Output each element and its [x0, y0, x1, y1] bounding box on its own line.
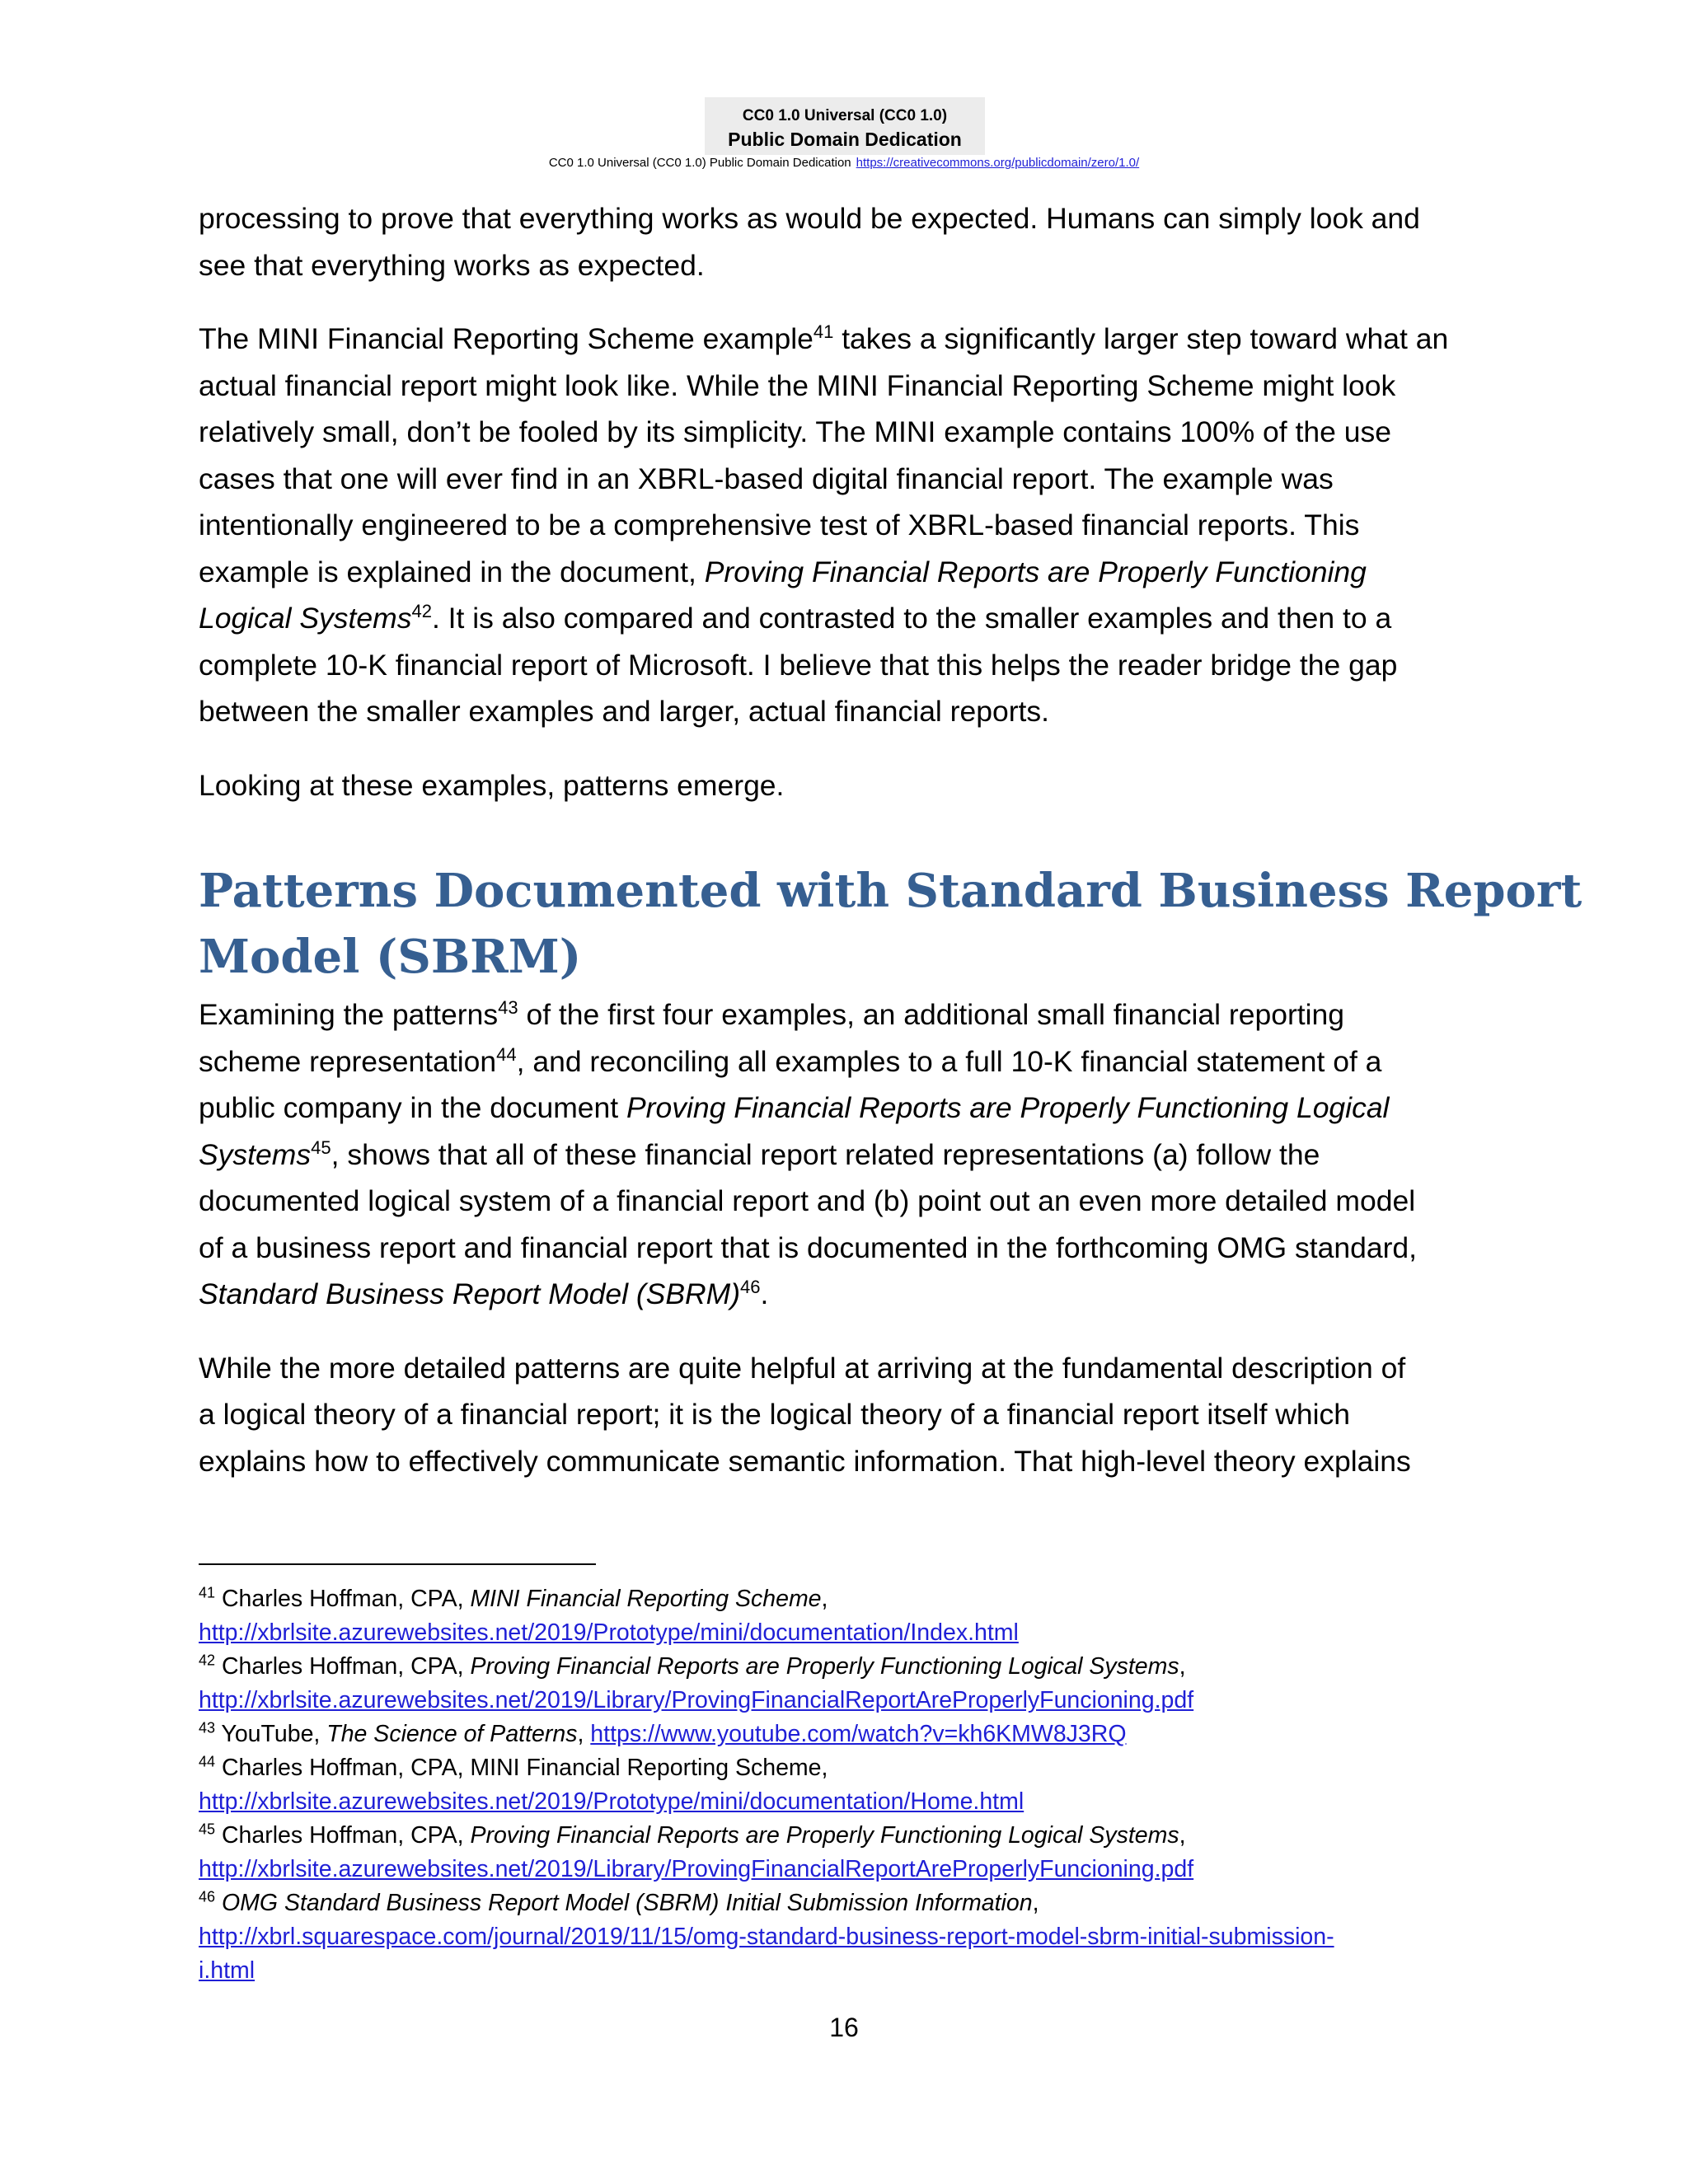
- paragraph-2: [199, 316, 1501, 735]
- text-line: [199, 595, 1501, 642]
- footnote-text: ,: [821, 1586, 828, 1612]
- text-segment: of the first four examples, an additional small financial reporting: [518, 998, 1345, 1031]
- footnote-text: Charles Hoffman, CPA,: [215, 1822, 471, 1849]
- footnote-text: ,: [577, 1721, 591, 1747]
- text-line: a logical theory of a financial report; it is the logical theory of a financial report itself which: [199, 1398, 1351, 1431]
- footnote-44: [199, 1751, 1517, 1819]
- footnote-number: 42: [199, 1652, 216, 1669]
- text-line: actual financial report might look like. While the MINI Financial Reporting Scheme might look: [199, 368, 1396, 402]
- footnote-text: ,: [1032, 1890, 1039, 1916]
- footnote-text: Charles Hoffman, CPA, MINI Financial Reporting Scheme,: [215, 1755, 828, 1781]
- text-segment: public company in the document: [199, 1091, 626, 1124]
- footnote-link[interactable]: http://xbrlsite.azurewebsites.net/2019/Library/ProvingFinancialReportAreProperlyFuncioning.pdf: [199, 1856, 1194, 1882]
- footnote-separator: [199, 1563, 596, 1565]
- text-segment: Examining the patterns: [199, 998, 499, 1031]
- text-segment: scheme representation: [199, 1044, 497, 1078]
- footnote-number: 43: [199, 1719, 216, 1736]
- main-content: [199, 195, 1582, 1511]
- footnote-ref-46[interactable]: 46: [740, 1277, 761, 1298]
- footnote-number: 44: [199, 1753, 216, 1770]
- heading-line: Model (SBRM): [199, 930, 582, 984]
- footnote-line: [199, 1819, 1517, 1853]
- footnote-link[interactable]: i.html: [199, 1957, 256, 1984]
- license-text: CC0 1.0 Universal (CC0 1.0) Public Domain Dedication: [548, 156, 851, 170]
- text-line: see that everything works as expected.: [199, 248, 705, 282]
- text-line: [199, 1038, 1501, 1085]
- document-title-italic: Standard Business Report Model (SBRM): [199, 1277, 741, 1310]
- section-heading: [199, 858, 1582, 990]
- footnote-text: YouTube,: [215, 1721, 327, 1747]
- footnote-number: 45: [199, 1821, 216, 1838]
- footnote-line: [199, 1616, 1517, 1650]
- text-line: [199, 1132, 1501, 1179]
- footnote-ref-44[interactable]: 44: [496, 1043, 517, 1065]
- heading-line: Patterns Documented with Standard Business Report: [199, 864, 1582, 918]
- document-title-italic: Systems: [199, 1137, 312, 1171]
- text-segment: takes a significantly larger step toward what an: [833, 322, 1449, 355]
- footnote-line: [199, 1785, 1517, 1819]
- footnote-text: ,: [1179, 1822, 1186, 1849]
- text-line: of a business report and financial report that is documented in the forthcoming OMG standard,: [199, 1230, 1417, 1264]
- footnote-text: Charles Hoffman, CPA,: [215, 1653, 471, 1680]
- text-line: [199, 1271, 1501, 1318]
- footnote-45: [199, 1819, 1517, 1886]
- badge-line-2: Public Domain Dedication: [728, 129, 962, 150]
- footnote-link[interactable]: https://www.youtube.com/watch?v=kh6KMW8J3RQ: [590, 1721, 1127, 1747]
- document-title-italic: Proving Financial Reports are Properly Functioning: [704, 555, 1367, 588]
- footnote-link[interactable]: http://xbrl.squarespace.com/journal/2019/11/15/omg-standard-business-report-model-sbrm-initial-submission-: [199, 1924, 1334, 1950]
- license-link[interactable]: https://creativecommons.org/publicdomain/zero/1.0/: [856, 156, 1140, 170]
- footnote-title: MINI Financial Reporting Scheme: [470, 1586, 822, 1612]
- text-segment: The MINI Financial Reporting Scheme example: [199, 322, 814, 355]
- footnote-line: [199, 1920, 1517, 1954]
- license-line: [0, 155, 1688, 171]
- footnote-title: Proving Financial Reports are Properly Functioning Logical Systems: [470, 1822, 1179, 1849]
- footnote-number: 46: [199, 1888, 216, 1905]
- footnotes: [199, 1582, 1517, 1988]
- footnote-line: [199, 1853, 1517, 1886]
- text-line: complete 10-K financial report of Microsoft. I believe that this helps the reader bridge the gap: [199, 648, 1398, 682]
- text-line: intentionally engineered to be a comprehensive test of XBRL-based financial reports. This: [199, 509, 1360, 541]
- footnote-line: [199, 1954, 1517, 1988]
- footnote-link[interactable]: http://xbrlsite.azurewebsites.net/2019/Library/ProvingFinancialReportAreProperlyFuncioning.pdf: [199, 1687, 1194, 1713]
- text-line: [199, 316, 1501, 363]
- footnote-41: [199, 1582, 1517, 1650]
- text-line: cases that one will ever find in an XBRL-based digital financial report. The example was: [199, 462, 1334, 495]
- footnote-line: [199, 1751, 1517, 1785]
- badge-line-1: CC0 1.0 Universal (CC0 1.0): [742, 107, 948, 124]
- text-line: between the smaller examples and larger, actual financial reports.: [199, 695, 1050, 728]
- footnote-title: Proving Financial Reports are Properly Functioning Logical Systems: [470, 1653, 1179, 1680]
- document-title-italic: Proving Financial Reports are Properly Functioning Logical: [626, 1091, 1390, 1124]
- paragraph-5: [199, 1345, 1501, 1485]
- footnote-text: ,: [1179, 1653, 1186, 1680]
- footnote-46: [199, 1886, 1517, 1988]
- footnote-link[interactable]: http://xbrlsite.azurewebsites.net/2019/Prototype/mini/documentation/Index.html: [199, 1619, 1019, 1646]
- footnote-text: Charles Hoffman, CPA,: [215, 1586, 471, 1612]
- footnote-line: [199, 1718, 1517, 1751]
- footnote-ref-41[interactable]: 41: [813, 321, 834, 343]
- text-line: relatively small, don’t be fooled by its simplicity. The MINI example contains 100% of the use: [199, 415, 1391, 448]
- paragraph-4: [199, 991, 1501, 1318]
- footnote-43: [199, 1718, 1517, 1751]
- footnote-line: [199, 1582, 1517, 1616]
- text-line: [199, 991, 1501, 1038]
- footnote-line: [199, 1650, 1517, 1684]
- cc0-license-badge: [705, 97, 985, 155]
- text-segment: , and reconciling all examples to a full 10-K financial statement of a: [516, 1044, 1382, 1078]
- footnote-line: [199, 1684, 1517, 1718]
- text-line: processing to prove that everything works as would be expected. Humans can simply look and: [199, 202, 1420, 235]
- text-line: [199, 549, 1501, 596]
- footnote-ref-43[interactable]: 43: [498, 997, 518, 1019]
- footnote-42: [199, 1650, 1517, 1718]
- footnote-number: 41: [199, 1584, 216, 1601]
- text-line: documented logical system of a financial report and (b) point out an even more detailed model: [199, 1184, 1416, 1217]
- text-segment: .: [760, 1277, 769, 1310]
- document-title-italic: Logical Systems: [199, 602, 412, 635]
- text-segment: example is explained in the document,: [199, 555, 705, 588]
- text-line: While the more detailed patterns are quite helpful at arriving at the fundamental description of: [199, 1351, 1406, 1385]
- footnote-title: OMG Standard Business Report Model (SBRM) Initial Submission Information: [221, 1890, 1033, 1916]
- text-segment: . It is also compared and contrasted to the smaller examples and then to a: [431, 602, 1392, 635]
- text-line: explains how to effectively communicate semantic information. That high-level theory explains: [199, 1444, 1411, 1478]
- text-line: [199, 1085, 1501, 1132]
- footnote-title: The Science of Patterns: [326, 1721, 578, 1747]
- footnote-link[interactable]: http://xbrlsite.azurewebsites.net/2019/Prototype/mini/documentation/Home.html: [199, 1788, 1025, 1815]
- page-number: 16: [829, 2013, 859, 2042]
- footnote-ref-45[interactable]: 45: [311, 1137, 331, 1158]
- text-line: Looking at these examples, patterns emerge.: [199, 768, 785, 802]
- paragraph-1: [199, 195, 1501, 288]
- footnote-ref-42[interactable]: 42: [411, 601, 432, 622]
- footnote-line: [199, 1886, 1517, 1920]
- paragraph-3: [199, 762, 1501, 809]
- text-segment: , shows that all of these financial report related representations (a) follow the: [331, 1137, 1320, 1171]
